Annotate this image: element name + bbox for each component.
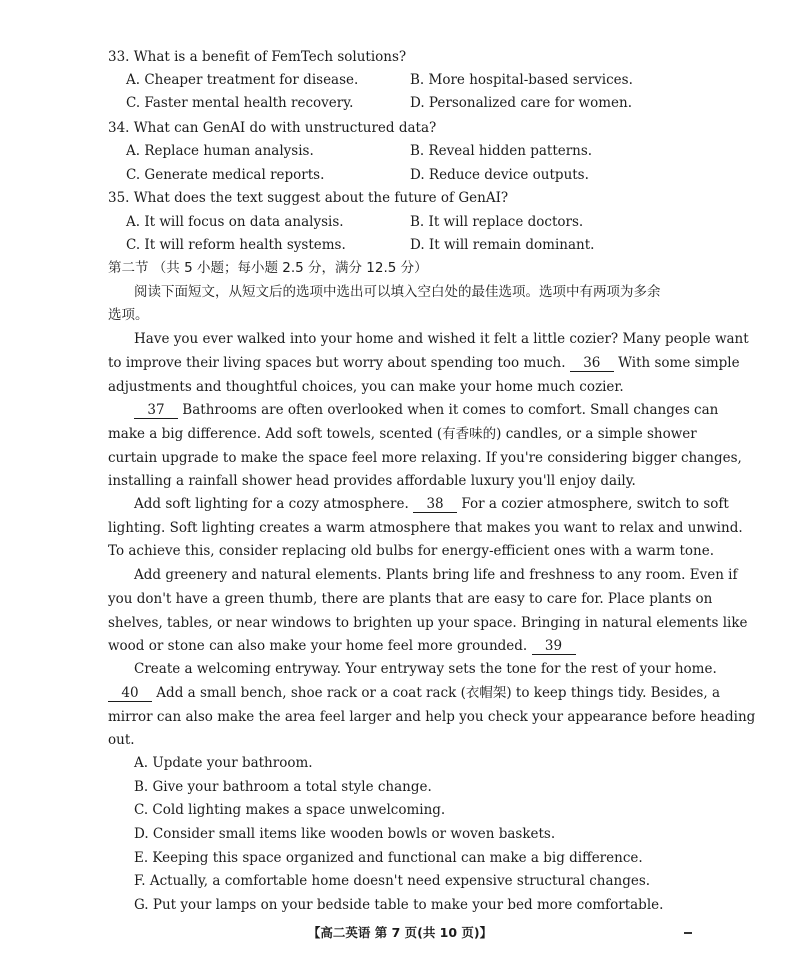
passage-p5-line-1: Create a welcoming entryway. Your entryway sets the tone for the rest of your home. xyxy=(134,661,717,677)
blank-40: 40 xyxy=(108,686,152,702)
passage-p4-line-4-pre: wood or stone can also make your home feel more grounded. xyxy=(108,638,528,654)
passage-p4-line-1: Add greenery and natural elements. Plants bring life and freshness to any room. Even if xyxy=(134,567,738,583)
passage-p5-line-4: out. xyxy=(108,732,135,748)
blank-39: 39 xyxy=(532,639,576,655)
blank-38: 38 xyxy=(413,497,457,513)
choice-b: B. Give your bathroom a total style change. xyxy=(134,779,432,795)
corner-mark xyxy=(684,932,692,934)
blank-37: 37 xyxy=(134,403,178,419)
passage-p5-line-2-post: Add a small bench, shoe rack or a coat rack (衣帽架) to keep things tidy. Besides, a xyxy=(156,685,720,701)
choice-g: G. Put your lamps on your bedside table to make your bed more comfortable. xyxy=(134,897,664,913)
question-33-option-c: C. Faster mental health recovery. xyxy=(126,95,354,111)
choice-c: C. Cold lighting makes a space unwelcoming. xyxy=(134,802,446,818)
question-34-option-a: A. Replace human analysis. xyxy=(126,143,314,159)
question-35-option-b: B. It will replace doctors. xyxy=(410,214,584,230)
passage-p1-line-2-pre: to improve their living spaces but worry about spending too much. xyxy=(108,355,566,371)
question-35-option-c: C. It will reform health systems. xyxy=(126,237,346,253)
question-34-option-c: C. Generate medical reports. xyxy=(126,167,325,183)
passage-p1-line-2-post: With some simple xyxy=(618,355,740,371)
section-2-header: 第二节 （共 5 小题；每小题 2.5 分，满分 12.5 分） xyxy=(108,260,428,276)
section-2-instruction-line-1: 阅读下面短文，从短文后的选项中选出可以填入空白处的最佳选项。选项中有两项为多余 xyxy=(134,284,661,300)
question-33-option-d: D. Personalized care for women. xyxy=(410,95,632,111)
question-34-option-d: D. Reduce device outputs. xyxy=(410,167,589,183)
choice-f: F. Actually, a comfortable home doesn't need expensive structural changes. xyxy=(134,873,651,889)
passage-p3-line-3: To achieve this, consider replacing old bulbs for energy-efficient ones with a warm tone. xyxy=(108,543,715,559)
passage-p4-line-3: shelves, tables, or near windows to brighten up your space. Bringing in natural elements like xyxy=(108,615,748,631)
question-34-stem: 34. What can GenAI do with unstructured data? xyxy=(108,120,437,136)
question-33-option-b: B. More hospital-based services. xyxy=(410,72,633,88)
passage-p2-line-1-post: Bathrooms are often overlooked when it comes to comfort. Small changes can xyxy=(182,402,719,418)
page-footer: 【高二英语 第 7 页(共 10 页)】 xyxy=(307,925,493,940)
choice-d: D. Consider small items like wooden bowls or woven baskets. xyxy=(134,826,556,842)
passage-p4-line-2: you don't have a green thumb, there are plants that are easy to care for. Place plants on xyxy=(108,591,713,607)
passage-p2-line-2: make a big difference. Add soft towels, scented (有香味的) candles, or a simple shower xyxy=(108,426,697,442)
passage-p2-line-4: installing a rainfall shower head provides affordable luxury you'll enjoy daily. xyxy=(108,473,636,489)
question-35-option-a: A. It will focus on data analysis. xyxy=(126,214,344,230)
passage-p3-line-1-pre: Add soft lighting for a cozy atmosphere. xyxy=(134,496,409,512)
passage-p3-line-1-post: For a cozier atmosphere, switch to soft xyxy=(461,496,729,512)
question-33-option-a: A. Cheaper treatment for disease. xyxy=(126,72,359,88)
question-35-stem: 35. What does the text suggest about the future of GenAI? xyxy=(108,190,509,206)
choice-e: E. Keeping this space organized and functional can make a big difference. xyxy=(134,850,643,866)
blank-36: 36 xyxy=(570,356,614,372)
passage-p1-line-3: adjustments and thoughtful choices, you can make your home much cozier. xyxy=(108,379,624,395)
passage-p2-line-1 xyxy=(134,401,718,419)
section-2-instruction-line-2: 选项。 xyxy=(108,307,149,323)
passage-p5-line-3: mirror can also make the area feel larger and help you check your appearance before heading xyxy=(108,709,756,725)
passage-p5-line-2 xyxy=(108,684,720,702)
question-35-option-d: D. It will remain dominant. xyxy=(410,237,595,253)
question-34-option-b: B. Reveal hidden patterns. xyxy=(410,143,593,159)
passage-p2-line-3: curtain upgrade to make the space feel more relaxing. If you're considering bigger changes, xyxy=(108,450,742,466)
passage-p3-line-1 xyxy=(134,495,729,513)
passage-p3-line-2: lighting. Soft lighting creates a warm atmosphere that makes you want to relax and unwind. xyxy=(108,520,743,536)
passage-p4-line-4 xyxy=(108,637,576,655)
choice-a: A. Update your bathroom. xyxy=(134,755,313,771)
passage-p1-line-1: Have you ever walked into your home and wished it felt a little cozier? Many people want xyxy=(134,331,749,347)
passage-p1-line-2 xyxy=(108,354,740,372)
question-33-stem: 33. What is a benefit of FemTech solutions? xyxy=(108,49,407,65)
